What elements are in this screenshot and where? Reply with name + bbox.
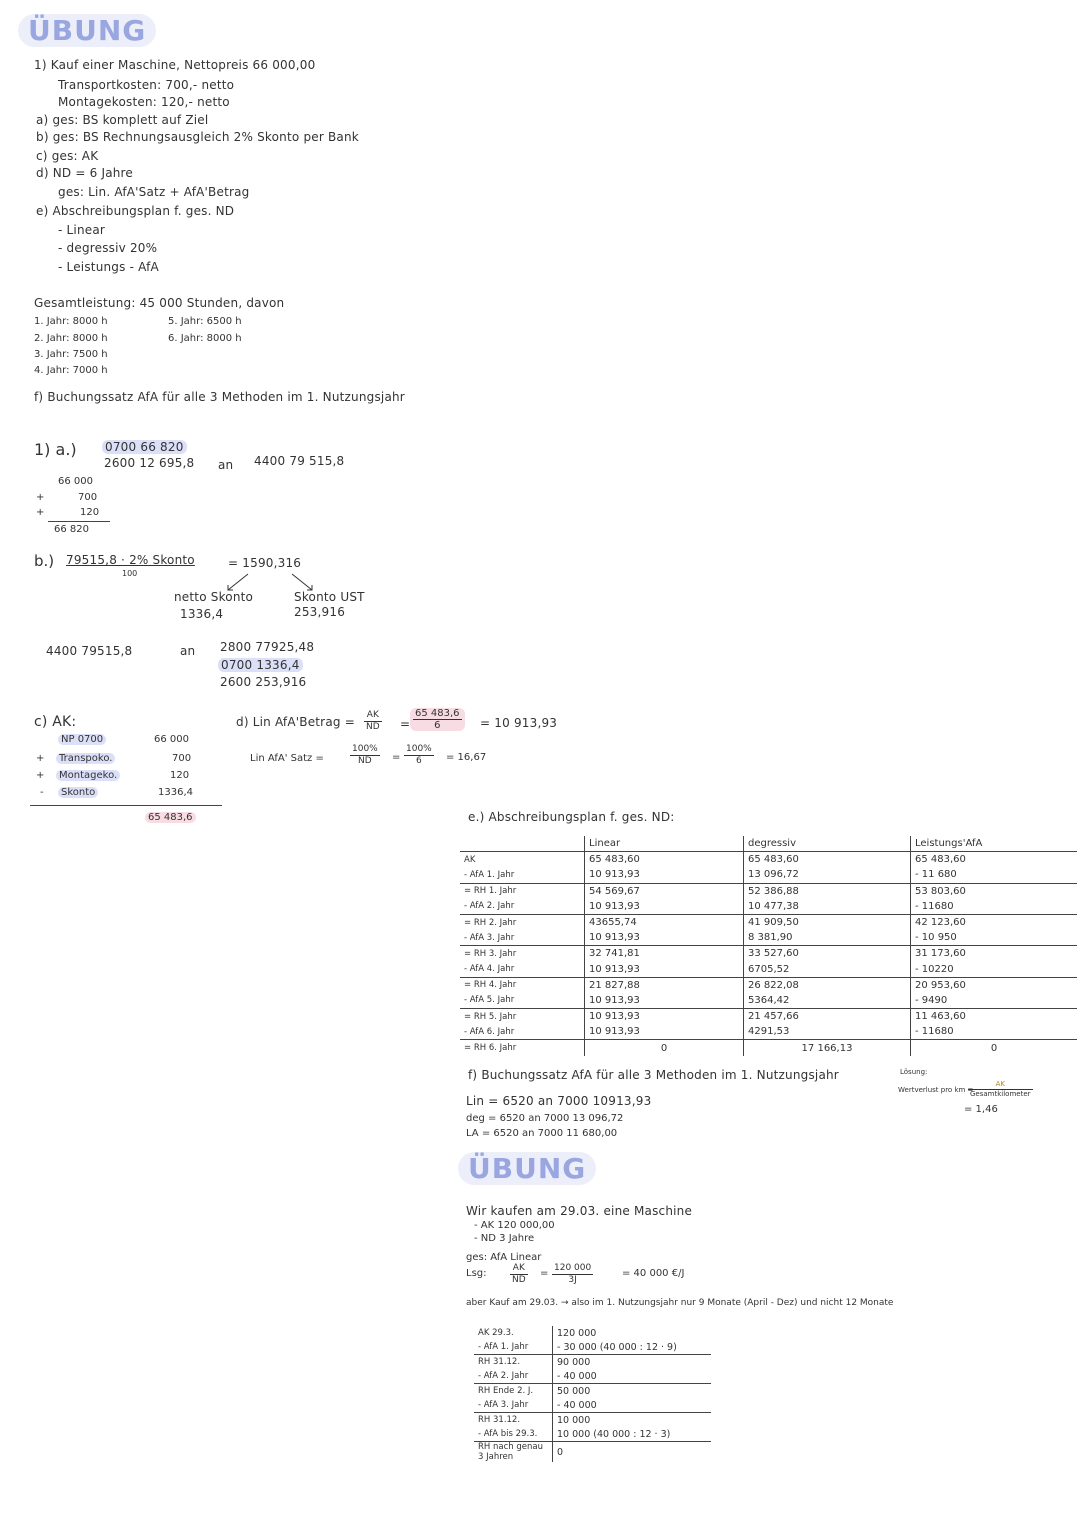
task-line: 1) Kauf einer Maschine, Nettopreis 66 000,00	[34, 58, 316, 72]
ex2-line: - AK 120 000,00	[474, 1220, 555, 1231]
plan-row-label: - AfA 6. Jahr	[464, 1026, 515, 1037]
page-heading: ÜBUNG	[18, 14, 156, 47]
plus-sign: +	[36, 753, 45, 764]
task-line: b) ges: BS Rechnungsausgleich 2% Skonto per Bank	[36, 130, 359, 144]
booking-line: 2600 253,916	[220, 675, 307, 689]
table-row	[460, 930, 1077, 946]
booking-line: 4400 79515,8	[46, 644, 133, 658]
loesung-fraction: AK Gesamtkilometer	[970, 1080, 1031, 1098]
sum-value: 120	[80, 507, 100, 518]
lin-afa-satz-result: = 16,67	[446, 752, 487, 763]
plan-cell: 10 913,93	[585, 867, 744, 883]
table-row	[474, 1398, 711, 1413]
plan-cell: 54 569,67	[585, 883, 744, 899]
booking-line: LA = 6520 an 7000 11 680,00	[466, 1128, 618, 1139]
fraction-percent-six: $\frac{100\%}{6}$	[406, 744, 432, 766]
table-row	[474, 1442, 711, 1463]
plan-row-label: = RH 3. Jahr	[460, 946, 585, 962]
plan-cell: 65 483,60	[585, 852, 744, 868]
plan-cell: 21 457,66	[744, 1009, 911, 1025]
plan-cell: 33 527,60	[744, 946, 911, 962]
loesung-text: Wertverlust pro km =	[898, 1086, 974, 1094]
plus-sign: +	[36, 507, 45, 518]
plan-cell: 41 909,50	[744, 914, 911, 930]
ex2-result: = 40 000 €/J	[622, 1268, 685, 1279]
plan-row-label: AK	[464, 854, 476, 865]
ak-row-label: Transpoko.	[56, 753, 115, 764]
minus-sign: -	[40, 787, 44, 798]
netto-skonto-label: netto Skonto	[174, 590, 254, 604]
plan-header-cell	[460, 836, 585, 852]
plan-cell: 53 803,60	[911, 883, 1078, 899]
plan-row-label: = RH 5. Jahr	[460, 1009, 585, 1025]
table-row	[474, 1326, 711, 1340]
table-row	[460, 899, 1077, 915]
ex2-lsg-label: Lsg:	[466, 1268, 487, 1279]
plan-row-label: - AfA 4. Jahr	[464, 964, 515, 975]
table-row	[474, 1427, 711, 1442]
fraction-ak-value: $\frac{65 483,6}{6}$	[410, 708, 465, 731]
task-line: - degressiv 20%	[58, 241, 158, 255]
plan-cell: 20 953,60	[911, 977, 1078, 993]
plan-cell: - 10 950	[911, 930, 1078, 946]
table-row	[460, 1009, 1077, 1025]
ex2-line: Wir kaufen am 29.03. eine Maschine	[466, 1204, 693, 1218]
loesung-result: = 1,46	[964, 1104, 998, 1115]
monthly-depreciation-table	[474, 1326, 711, 1462]
table-row	[460, 914, 1077, 930]
plan-title: e.) Abschreibungsplan f. ges. ND:	[468, 810, 675, 824]
lin-afa-betrag-label: d) Lin AfA'Betrag =	[236, 715, 355, 729]
netto-skonto-value: 1336,4	[180, 607, 224, 621]
task-line: a) ges: BS komplett auf Ziel	[36, 113, 209, 127]
t2-row-label: AK 29.3.	[478, 1328, 514, 1338]
task-line: d) ND = 6 Jahre	[36, 166, 134, 180]
page-heading-2: ÜBUNG	[458, 1152, 596, 1185]
table-row	[460, 1024, 1077, 1040]
plan-cell: 42 123,60	[911, 914, 1078, 930]
sum-total: 66 820	[54, 524, 89, 535]
plan-row-label: - AfA 5. Jahr	[464, 995, 515, 1006]
plan-cell: 0	[585, 1040, 744, 1056]
booking-line: 0700 66 820	[102, 440, 187, 454]
table-row	[474, 1369, 711, 1384]
plan-cell: 10 913,93	[585, 930, 744, 946]
fraction-ak-nd: $\frac{AK}{ND}$	[366, 710, 380, 732]
plan-cell: 8 381,90	[744, 930, 911, 946]
booking-f-title: f) Buchungssatz AfA für alle 3 Methoden im 1. Nutzungsjahr	[468, 1068, 839, 1082]
plan-row-label: = RH 4. Jahr	[460, 977, 585, 993]
t2-row-label: - AfA 1. Jahr	[478, 1342, 529, 1352]
t2-row-label: RH 31.12.	[474, 1355, 553, 1370]
table-row	[460, 1040, 1077, 1056]
sum-line	[30, 805, 222, 806]
ak-row-value: 120	[170, 770, 190, 781]
table-row	[460, 867, 1077, 883]
plan-header-cell: degressiv	[744, 836, 911, 852]
plan-header-row	[460, 836, 1077, 852]
table-row	[460, 852, 1077, 868]
plan-cell: 17 166,13	[744, 1040, 911, 1056]
skonto-denominator: 100	[122, 569, 138, 578]
fraction-percent-nd: $\frac{100\%}{ND}$	[352, 744, 378, 766]
task-line: Montagekosten: 120,- netto	[58, 95, 230, 109]
t2-row-label: RH Ende 2. J.	[474, 1384, 553, 1399]
plan-cell: - 9490	[911, 993, 1078, 1009]
plan-cell: 5364,42	[744, 993, 911, 1009]
plan-cell: 10 913,93	[585, 1024, 744, 1040]
t2-cell: 90 000	[553, 1355, 712, 1370]
task-line: 5. Jahr: 6500 h	[168, 316, 242, 327]
plan-cell: 10 913,93	[585, 993, 744, 1009]
skonto-ust-value: 253,916	[294, 605, 346, 619]
booking-line: deg = 6520 an 7000 13 096,72	[466, 1113, 624, 1124]
t2-row-label: - AfA 3. Jahr	[478, 1400, 529, 1410]
table-row	[460, 962, 1077, 978]
booking-line: 4400 79 515,8	[254, 454, 345, 468]
plan-cell: 6705,52	[744, 962, 911, 978]
table-row	[474, 1384, 711, 1399]
booking-an: an	[218, 458, 234, 472]
t2-cell: 10 000	[553, 1413, 712, 1428]
t2-row-label: - AfA 2. Jahr	[478, 1371, 529, 1381]
task-line: 1. Jahr: 8000 h	[34, 316, 108, 327]
ak-row-value: 700	[172, 753, 192, 764]
plan-cell: 4291,53	[744, 1024, 911, 1040]
plan-cell: 21 827,88	[585, 977, 744, 993]
booking-line: 2800 77925,48	[220, 640, 315, 654]
plan-header-cell: Leistungs'AfA	[911, 836, 1078, 852]
task-line: c) ges: AK	[36, 149, 99, 163]
plan-cell: - 10220	[911, 962, 1078, 978]
plan-cell: 10 913,93	[585, 962, 744, 978]
plan-cell: 10 913,93	[585, 1009, 744, 1025]
plan-cell: 0	[911, 1040, 1078, 1056]
solution-label: 1) a.)	[34, 440, 77, 459]
task-line: 6. Jahr: 8000 h	[168, 333, 242, 344]
plan-cell: 10 913,93	[585, 899, 744, 915]
plan-row-label: = RH 1. Jahr	[460, 883, 585, 899]
t2-cell: 120 000	[553, 1326, 712, 1340]
plan-cell: 43655,74	[585, 914, 744, 930]
plan-cell: - 11 680	[911, 867, 1078, 883]
plan-cell: 31 173,60	[911, 946, 1078, 962]
t2-cell: - 40 000	[553, 1398, 712, 1413]
plan-cell: 11 463,60	[911, 1009, 1078, 1025]
plus-sign: +	[36, 492, 45, 503]
skonto-result: = 1590,316	[228, 556, 302, 570]
ex2-note: aber Kauf am 29.03. → also im 1. Nutzungsjahr nur 9 Monate (April - Dez) und nicht 12 Monate	[466, 1298, 894, 1308]
plan-cell: 65 483,60	[911, 852, 1078, 868]
skonto-expression: 79515,8 · 2% Skonto	[66, 553, 195, 567]
ak-row-label: NP 0700	[58, 734, 106, 745]
skonto-ust-label: Skonto UST	[294, 590, 365, 604]
plan-cell: 32 741,81	[585, 946, 744, 962]
plan-cell: - 11680	[911, 1024, 1078, 1040]
plan-cell: 26 822,08	[744, 977, 911, 993]
task-line: - Linear	[58, 223, 106, 237]
fraction-ak-value: $\frac{120 000}{3J}$	[554, 1263, 592, 1285]
plan-header-cell: Linear	[585, 836, 744, 852]
t2-row-label: RH nach genau 3 Jahren	[474, 1442, 553, 1463]
fraction-ak-nd: $\frac{AK}{ND}$	[512, 1263, 526, 1285]
booking-line: 2600 12 695,8	[104, 456, 195, 470]
task-line: e) Abschreibungsplan f. ges. ND	[36, 204, 235, 218]
plan-row-label: - AfA 3. Jahr	[464, 932, 515, 943]
plan-cell: 65 483,60	[744, 852, 911, 868]
solution-label: c) AK:	[34, 714, 77, 730]
plan-row-label: = RH 2. Jahr	[460, 914, 585, 930]
loesung-label: Lösung:	[900, 1068, 928, 1076]
t2-cell: 0	[553, 1442, 712, 1463]
ak-total: 65 483,6	[145, 812, 196, 823]
task-line: ges: Lin. AfA'Satz + AfA'Betrag	[58, 185, 250, 199]
t2-cell: - 30 000 (40 000 : 12 · 9)	[553, 1340, 712, 1355]
task-line: Gesamtleistung: 45 000 Stunden, davon	[34, 296, 285, 310]
plan-row-label: = RH 6. Jahr	[460, 1040, 585, 1056]
task-line: f) Buchungssatz AfA für alle 3 Methoden im 1. Nutzungsjahr	[34, 390, 405, 404]
plan-cell: 10 477,38	[744, 899, 911, 915]
depreciation-plan-table	[460, 836, 1077, 1056]
ex2-line: - ND 3 Jahre	[474, 1233, 535, 1244]
table-row	[474, 1355, 711, 1370]
ak-row-label: Montageko.	[56, 770, 120, 781]
plan-cell: - 11680	[911, 899, 1078, 915]
table-row	[460, 977, 1077, 993]
ak-row-label: Skonto	[58, 787, 98, 798]
table-row	[460, 993, 1077, 1009]
t2-cell: 10 000 (40 000 : 12 · 3)	[553, 1427, 712, 1442]
plan-cell: 13 096,72	[744, 867, 911, 883]
booking-an: an	[180, 644, 196, 658]
ex2-line: ges: AfA Linear	[466, 1252, 542, 1263]
booking-line: Lin = 6520 an 7000 10913,93	[466, 1094, 652, 1108]
booking-line: 0700 1336,4	[218, 658, 303, 672]
lin-afa-satz-label: Lin AfA' Satz =	[250, 753, 324, 764]
table-row	[474, 1340, 711, 1355]
solution-label: b.)	[34, 552, 55, 570]
t2-row-label: RH 31.12.	[474, 1413, 553, 1428]
task-line: - Leistungs - AfA	[58, 260, 159, 274]
t2-row-label: - AfA bis 29.3.	[478, 1429, 538, 1439]
ak-row-value: 1336,4	[158, 787, 193, 798]
plan-cell: 52 386,88	[744, 883, 911, 899]
task-line: Transportkosten: 700,- netto	[58, 78, 235, 92]
task-line: 2. Jahr: 8000 h	[34, 333, 108, 344]
plan-row-label: - AfA 1. Jahr	[464, 869, 515, 880]
sum-value: 66 000	[58, 476, 93, 487]
plus-sign: +	[36, 770, 45, 781]
lin-afa-betrag-result: = 10 913,93	[480, 716, 558, 730]
t2-cell: 50 000	[553, 1384, 712, 1399]
ak-row-value: 66 000	[154, 734, 189, 745]
table-row	[460, 946, 1077, 962]
plan-row-label: - AfA 2. Jahr	[464, 901, 515, 912]
sum-line	[48, 521, 110, 522]
table-row	[460, 883, 1077, 899]
task-line: 4. Jahr: 7000 h	[34, 365, 108, 376]
task-line: 3. Jahr: 7500 h	[34, 349, 108, 360]
t2-cell: - 40 000	[553, 1369, 712, 1384]
sum-value: 700	[78, 492, 98, 503]
table-row	[474, 1413, 711, 1428]
